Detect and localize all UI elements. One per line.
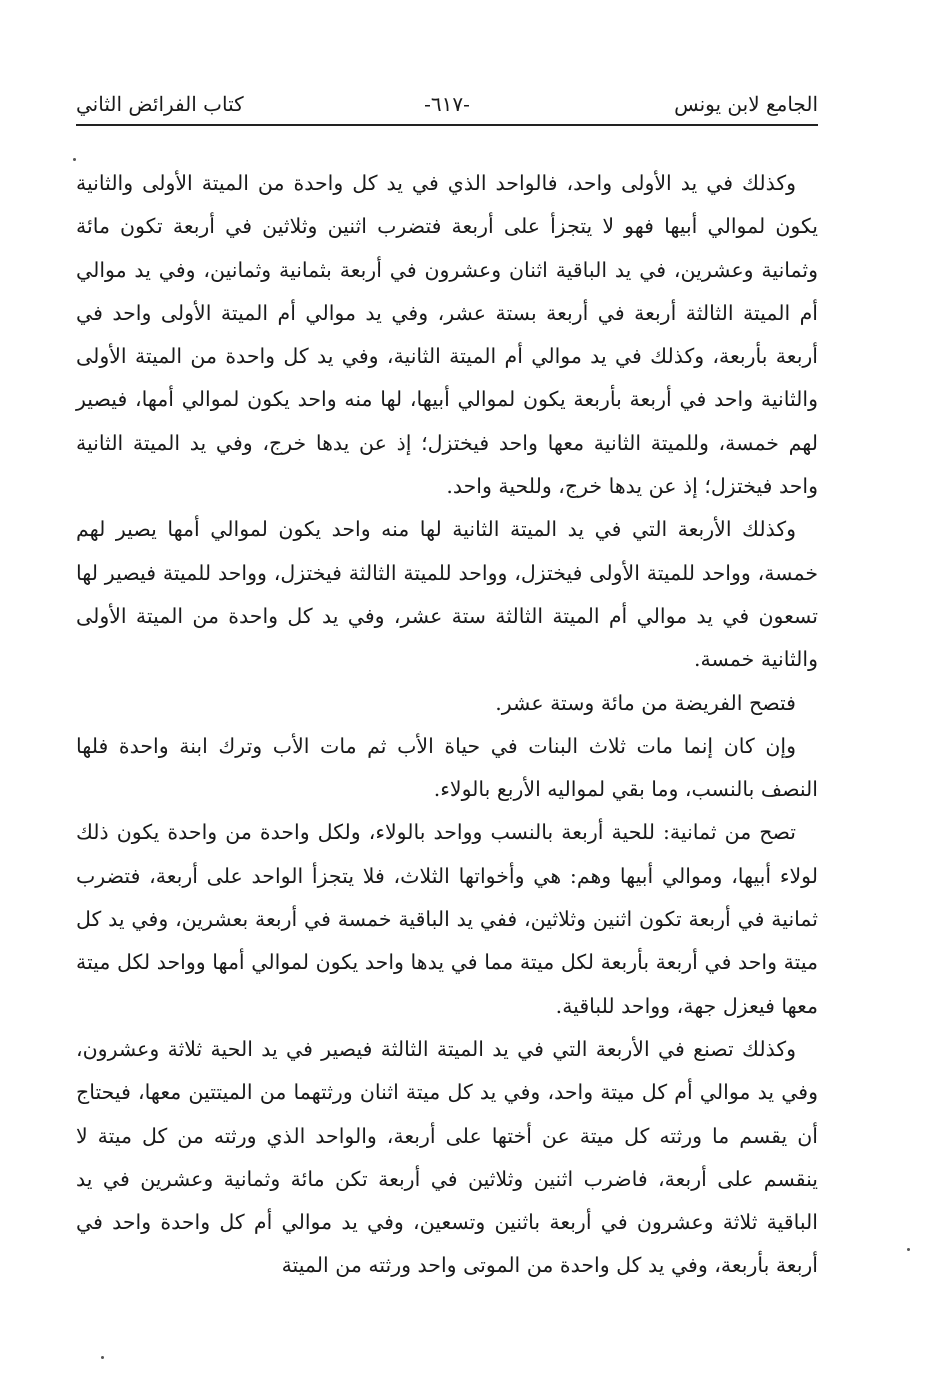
paragraph: وإن كان إنما مات ثلاث البنات في حياة الأب ثم مات الأب وترك ابنة واحدة فلها النصف بالنسب، وما بقي لمواليه الأربع بالولاء. (76, 733, 818, 802)
scan-speck (101, 1356, 104, 1359)
paragraph: تصح من ثمانية: للحية أربعة بالنسب وواحد بالولاء، ولكل واحدة من واحدة يكون ذلك لولاء أبيها، وموالي أبيها وهم: هي وأخواتها الثلاث، فلا يتجزأ الواحد على أربعة، فتضرب ثمانية في أربعة تكون اثنين وثلاثين، ففي يد الباقية خمسة في أربعة بعشرين، وفي يد كل ميتة واحد في أربعة بأربعة لكل ميتة مما في يدها واحد يكون لموالي أمها وواحد لكل ميتة معها فيعزل جهة، وواحد للباقية. (76, 820, 818, 1018)
scan-speck (73, 158, 76, 161)
paragraph: وكذلك تصنع في الأربعة التي في يد الميتة الثالثة فيصير في يد الحية ثلاثة وعشرون، وفي يد موالي أم كل ميتة واحد، وفي يد كل ميتة اثنان ورثتهما من الميتتين معها، فيحتاج أن يقسم ما ورثته كل ميتة عن أختها على أربعة، والواحد الذي ورثته من كل ميتة لا ينقسم على أربعة، فاضرب اثنين وثلاثين في أربعة تكن مائة وثمانية وعشرين في يد الباقية ثلاثة وعشرون في أربعة باثنين وتسعين، وفي يد موالي أم كل واحدة واحد في أربعة بأربعة، وفي يد كل واحدة من الموتى واحد ورثته من الميتة (76, 1036, 818, 1278)
header-rule (76, 124, 818, 126)
paragraph: فتصح الفريضة من مائة وستة عشر. (495, 690, 796, 715)
paragraph: وكذلك في يد الأولى واحد، فالواحد الذي في يد كل واحدة من الميتة الأولى والثانية يكون لموالي أبيها فهو لا يتجزأ على أربعة فتضرب اثنين وثلاثين في أربعة تكون مائة وثمانية وعشرين، في يد الباقية اثنان وعشرون في أربعة بثمانية وثمانين، وفي يد موالي أم الميتة الثالثة أربعة في أربعة بستة عشر، وفي يد موالي أم الميتة الأولى واحد في أربعة بأربعة، وكذلك في يد موالي أم الميتة الثانية، وفي يد كل واحدة من الميتة الأولى والثانية واحد في أربعة بأربعة يكون لموالي أبيها، لها منه واحد يكون لموالي أمها، فيصير لهم خمسة، وللميتة الثانية معها واحد فيختزل؛ إذ عن يدها خرج، وفي يد الميتة الثانية واحد فيختزل؛ إذ عن يدها خرج، وللحية واحد. (76, 171, 818, 499)
running-header (76, 88, 818, 122)
chapter-title: كتاب الفرائض الثاني (76, 92, 244, 116)
page-number: -٦١٧- (424, 92, 470, 116)
scan-speck (907, 1248, 910, 1251)
book-title: الجامع لابن يونس (674, 92, 818, 116)
body-text (76, 162, 818, 1288)
paragraph: وكذلك الأربعة التي في يد الميتة الثانية لها منه واحد يكون لموالي أمها يصير لهم خمسة، وواحد للميتة الأولى فيختزل، وواحد للميتة الثالثة فيختزل، وواحد للميتة فيصير لها تسعون في يد موالي أم الميتة الثالثة ستة عشر، وفي يد كل واحدة من الميتة الأولى والثانية خمسة. (76, 517, 818, 672)
